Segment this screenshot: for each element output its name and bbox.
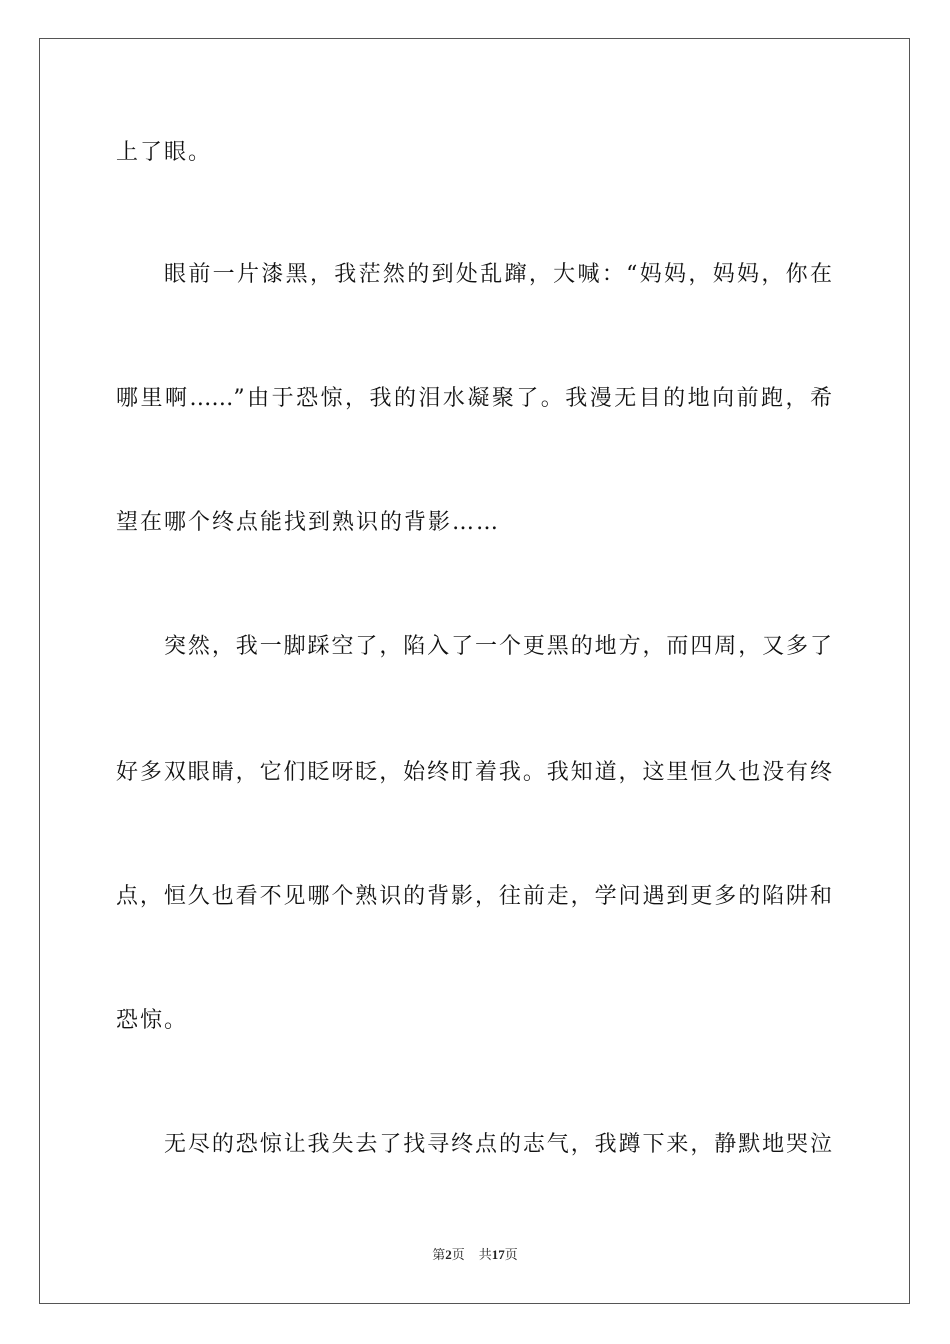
paragraph-first-line: 眼前一片漆黑，我茫然的到处乱蹿，大喊：“妈妈，妈妈，你在 (164, 262, 832, 287)
text-line: 恐惊。 (116, 1008, 189, 1033)
text-line: 好多双眼睛，它们眨呀眨，始终盯着我。我知道，这里恒久也没有终 (116, 760, 832, 785)
page-footer (0, 1246, 950, 1264)
total-suffix: 页 (504, 1247, 518, 1262)
text-line: 上了眼。 (116, 140, 213, 165)
page-prefix: 第 (432, 1247, 446, 1262)
page-number: 2 (445, 1247, 452, 1262)
total-pages: 17 (491, 1247, 505, 1262)
total-prefix: 共 (478, 1247, 492, 1262)
page-border (39, 38, 910, 1304)
text-line: 哪里啊……”由于恐惊，我的泪水凝聚了。我漫无目的地向前跑，希 (116, 386, 832, 411)
page-suffix: 页 (451, 1247, 465, 1262)
paragraph-first-line: 突然，我一脚踩空了，陷入了一个更黑的地方，而四周，又多了 (164, 634, 832, 659)
text-line: 点，恒久也看不见哪个熟识的背影，往前走，学问遇到更多的陷阱和 (116, 884, 832, 909)
paragraph-first-line: 无尽的恐惊让我失去了找寻终点的志气，我蹲下来，静默地哭泣 (164, 1132, 832, 1157)
text-line: 望在哪个终点能找到熟识的背影…… (116, 510, 501, 535)
